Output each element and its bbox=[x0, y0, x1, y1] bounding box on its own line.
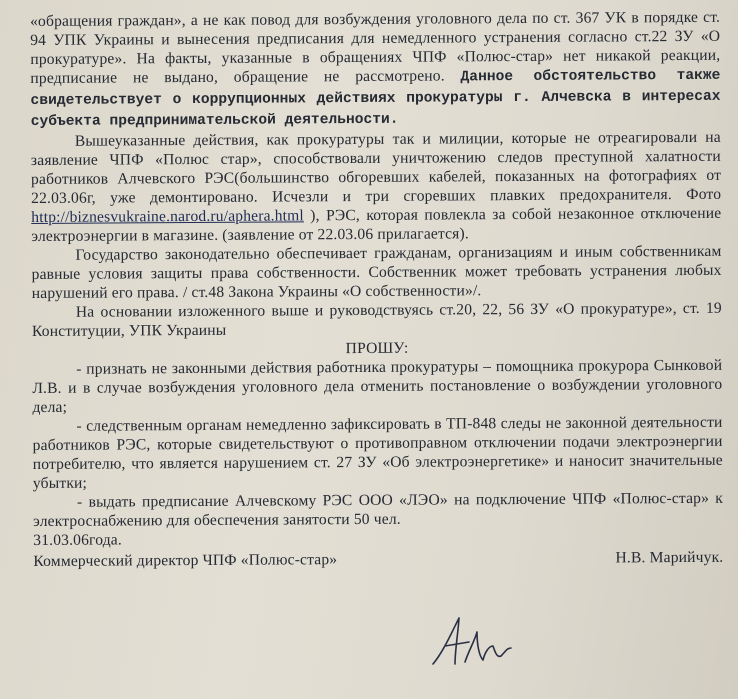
request-item-3: - выдать предписание Алчевскому РЭС ООО «ЛЭО» на подключение ЧПФ «Полюс-стар» к электроснабжению для обеспечения занятости 50 чел. bbox=[33, 489, 724, 530]
paragraph-2-text-b: ), РЭС, которая повлекла за собой незаконное отключение электроэнергии в магазине. (заявление от 22.03.06 прилагается). bbox=[31, 204, 722, 245]
paragraph-1-bold: Данное обстоятельство также свидетельствует о коррупционных действиях прокуратуры г. Алчевска в интересах субъекта предпринимательской деятельности. bbox=[30, 67, 721, 130]
signature-row bbox=[33, 548, 723, 571]
document-body bbox=[30, 8, 723, 571]
document-date: 31.03.06года. bbox=[33, 531, 122, 549]
handwritten-signature bbox=[425, 612, 515, 672]
paragraph-2-text-a: Вышеуказанные действия, как прокуратуры так и милиции, которые не отреагировали на заявление ЧПФ «Полюс стар», способствовали уничтожению следов преступной халатности работников Алчевского РЭС(большинство обгоревших кабелей, показанных на фотографиях от 22.03.06г, уже демонтировано. Исчезли и три сгоревших плавких предохранителя. Фото bbox=[30, 128, 722, 207]
paragraph-3: Государство законодательно обеспечивает гражданам, организациям и иным собственникам равные условия защиты права собственности. Собственник может требовать устранения любых нарушений его права. / ст.48 Закона Украины «О собственности»/. bbox=[31, 242, 722, 302]
photo-link[interactable]: http://biznesvukraine.narod.ru/aphera.html bbox=[31, 207, 304, 226]
paragraph-1-text: «обращения граждан», а не как повод для возбуждения уголовного дела по ст. 367 УК в порядке ст. 94 УПК Украины и вынесения предписания для немедленного устранения согласно ст.22 ЗУ «О прокуратуре». На факты, указанные в обращениях ЧПФ «Полюс-стар» нет никакой реакции, предписание не выдано, обращение не рассмотрено. bbox=[30, 8, 721, 87]
request-item-1: - признать не законными действия работника прокуратуры – помощника прокурора Сынковой Л.В. и в случае возбуждения уголовного дела отменить постановление о возбуждении уголовного дела; bbox=[32, 356, 723, 416]
signer-title: Коммерческий директор ЧПФ «Полюс-стар» bbox=[33, 551, 338, 570]
paragraph-2 bbox=[31, 128, 722, 246]
paragraph-1 bbox=[30, 8, 721, 132]
signer-name: Н.В. Марийчук. bbox=[615, 548, 724, 567]
paragraph-4: На основании изложенного выше и руководствуясь ст.20, 22, 56 ЗУ «О прокуратуре», ст. 19 Конституции, УПК Украины bbox=[31, 299, 722, 340]
request-item-2: - следственным органам немедленно зафиксировать в ТП-848 следы не законной деятельности работников РЭС, которые свидетельствуют о противоправном отключении подачи электроэнергии потребителю, что является нарушением ст. 27 ЗУ «Об электроэнергетике» и наносит значительные убытки; bbox=[32, 413, 723, 492]
request-heading: ПРОШУ: bbox=[345, 339, 409, 358]
